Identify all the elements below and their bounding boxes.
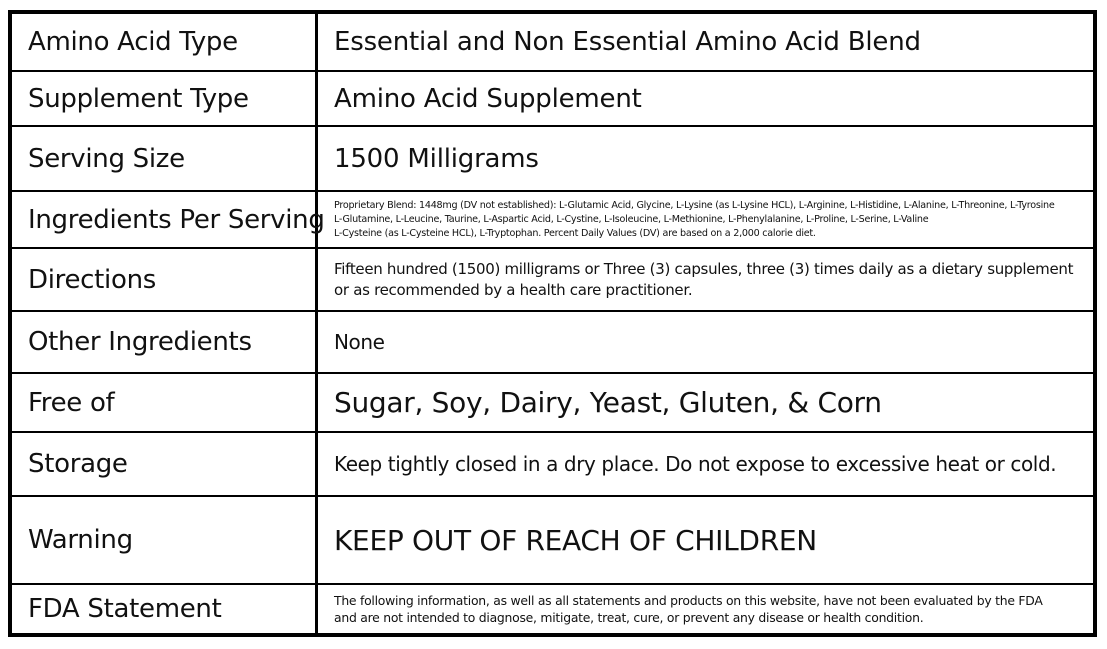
row-value: Keep tightly closed in a dry place. Do not expose to excessive heat or cold. bbox=[334, 452, 1057, 476]
directions-line-1: Fifteen hundred (1500) milligrams or Three (3) capsules, three (3) times daily as a dietary supplement bbox=[334, 259, 1074, 278]
table-row-supplement-type bbox=[12, 72, 1093, 127]
row-value: KEEP OUT OF REACH OF CHILDREN bbox=[334, 523, 817, 557]
table-row-warning bbox=[12, 497, 1093, 585]
table-row-fda-statement bbox=[12, 585, 1093, 633]
table-row-ingredients-per-serving bbox=[12, 192, 1093, 249]
directions-line-2: or as recommended by a health care practitioner. bbox=[334, 280, 693, 299]
table-row-storage bbox=[12, 433, 1093, 497]
row-label: Other Ingredients bbox=[12, 312, 318, 372]
row-value bbox=[318, 192, 1093, 247]
row-value: 1500 Milligrams bbox=[334, 143, 539, 174]
row-value bbox=[318, 249, 1093, 310]
row-label: Supplement Type bbox=[12, 72, 318, 125]
row-label: Storage bbox=[12, 433, 318, 495]
row-label: Warning bbox=[12, 497, 318, 583]
row-value: None bbox=[334, 330, 385, 354]
fda-line-2: and are not intended to diagnose, mitigate, treat, cure, or prevent any disease or health condition. bbox=[334, 610, 924, 625]
row-label: FDA Statement bbox=[12, 585, 318, 633]
row-value: Amino Acid Supplement bbox=[334, 83, 642, 114]
ingredients-line-3: L-Cysteine (as L-Cysteine HCL), L-Tryptophan. Percent Daily Values (DV) are based on a 2,000 calorie diet. bbox=[334, 227, 816, 239]
ingredients-line-1: Proprietary Blend: 1448mg (DV not established): L-Glutamic Acid, Glycine, L-Lysine (as L-Lysine HCL), L-Arginine, L-Histidine, L-Alanine, L-Threonine, L-Tyrosine bbox=[334, 199, 1055, 211]
row-value bbox=[318, 585, 1093, 633]
row-value: Essential and Non Essential Amino Acid Blend bbox=[334, 27, 921, 57]
table-row-free-of bbox=[12, 374, 1093, 433]
row-label: Amino Acid Type bbox=[12, 14, 318, 70]
row-label: Free of bbox=[12, 374, 318, 431]
row-label: Directions bbox=[12, 249, 318, 310]
table-row-other-ingredients bbox=[12, 312, 1093, 374]
table-row-serving-size bbox=[12, 127, 1093, 192]
row-value: Sugar, Soy, Dairy, Yeast, Gluten, & Corn bbox=[334, 386, 882, 419]
product-info-table bbox=[8, 10, 1097, 637]
ingredients-line-2: L-Glutamine, L-Leucine, Taurine, L-Aspartic Acid, L-Cystine, L-Isoleucine, L-Methionine, L-Phenylalanine, L-Proline, L-Serine, L-Valine bbox=[334, 213, 929, 225]
table-row-amino-acid-type bbox=[12, 14, 1093, 72]
row-label: Ingredients Per Serving bbox=[12, 192, 318, 247]
fda-line-1: The following information, as well as all statements and products on this website, have not been evaluated by the FDA bbox=[334, 593, 1043, 608]
table-row-directions bbox=[12, 249, 1093, 312]
row-label: Serving Size bbox=[12, 127, 318, 190]
